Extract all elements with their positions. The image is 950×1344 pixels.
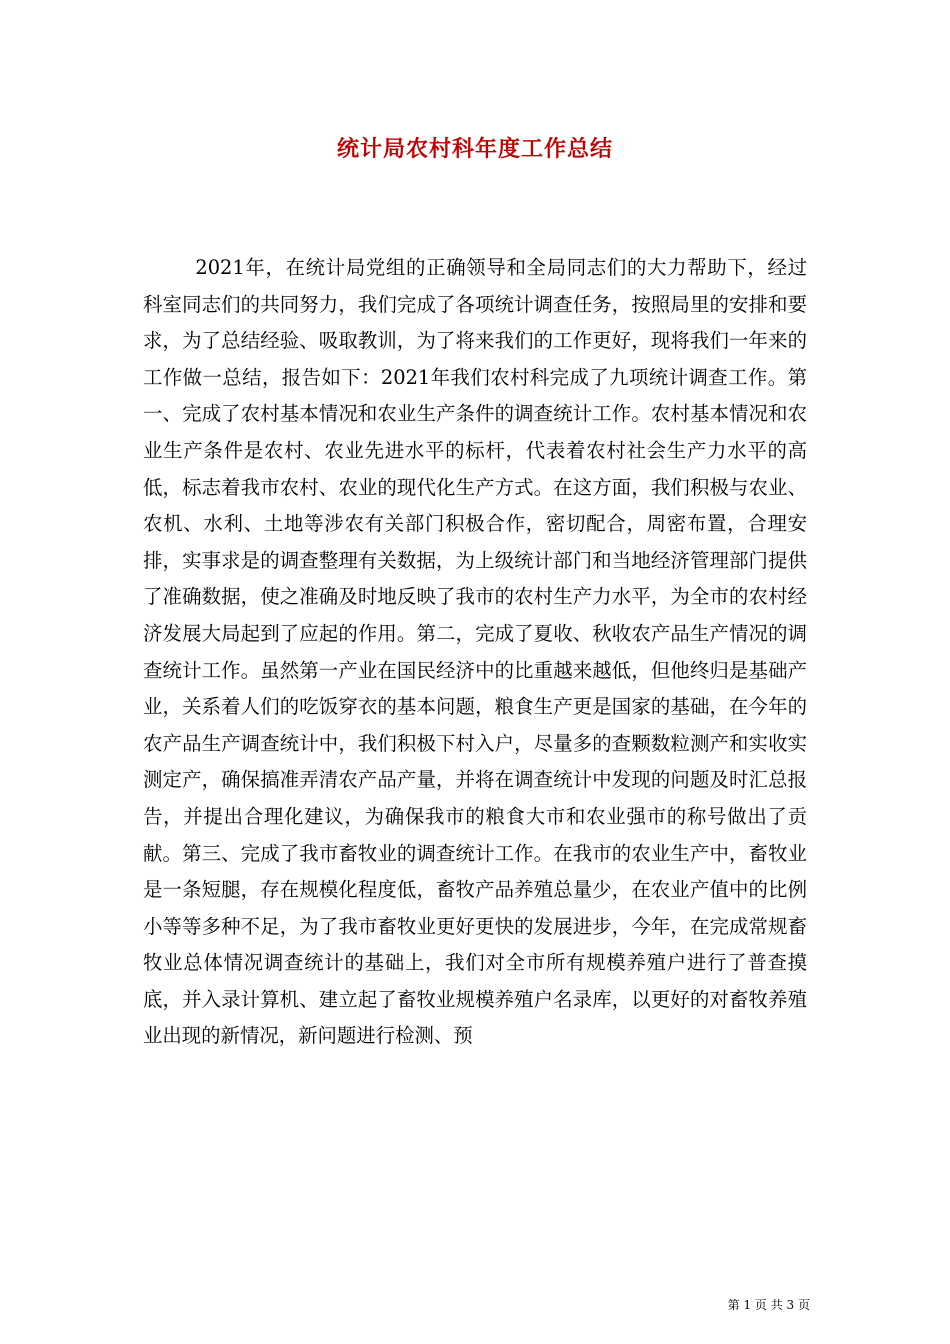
page-indicator: 第 1 页 共 3 页 bbox=[727, 1298, 810, 1312]
body-paragraph: 2021年，在统计局党组的正确领导和全局同志们的大力帮助下，经过科室同志们的共同努力，我们完成了各项统计调查任务，按照局里的安排和要求，为了总结经验、吸取教训，为了将来我们的工作更好，现将我们一年来的工作做一总结，报告如下：2021年我们农村科完成了九项统计调查工作。第一、完成了农村基本情况和农业生产条件的调查统计工作。农村基本情况和农业生产条件是农村、农业先进水平的标杆，代表着农村社会生产力水平的高低，标志着我市农村、农业的现代化生产方式。在这方面，我们积极与农业、农机、水利、土地等涉农有关部门积极合作，密切配合，周密布置，合理安排，实事求是的调查整理有关数据，为上级统计部门和当地经济管理部门提供了准确数据，使之准确及时地反映了我市的农村生产力水平，为全市的农村经济发展大局起到了应起的作用。第二，完成了夏收、秋收农产品生产情况的调查统计工作。虽然第一产业在国民经济中的比重越来越低，但他终归是基础产业，关系着人们的吃饭穿衣的基本问题，粮食生产更是国家的基础，在今年的农产品生产调查统计中，我们积极下村入户，尽量多的查颗数粒测产和实收实测定产，确保搞准弄清农产品产量，并将在调查统计中发现的问题及时汇总报告，并提出合理化建议，为确保我市的粮食大市和农业强市的称号做出了贡献。第三、完成了我市畜牧业的调查统计工作。在我市的农业生产中，畜牧业是一条短腿，存在规模化程度低，畜牧产品养殖总量少，在农业产值中的比例小等等多种不足，为了我市畜牧业更好更快的发展进步，今年，在完成常规畜牧业总体情况调查统计的基础上，我们对全市所有规模养殖户进行了普查摸底，并入录计算机、建立起了畜牧业规模养殖户名录库，以更好的对畜牧养殖业出现的新情况，新问题进行检测、预 bbox=[143, 256, 807, 1048]
document-title: 统计局农村科年度工作总结 bbox=[336, 136, 613, 162]
